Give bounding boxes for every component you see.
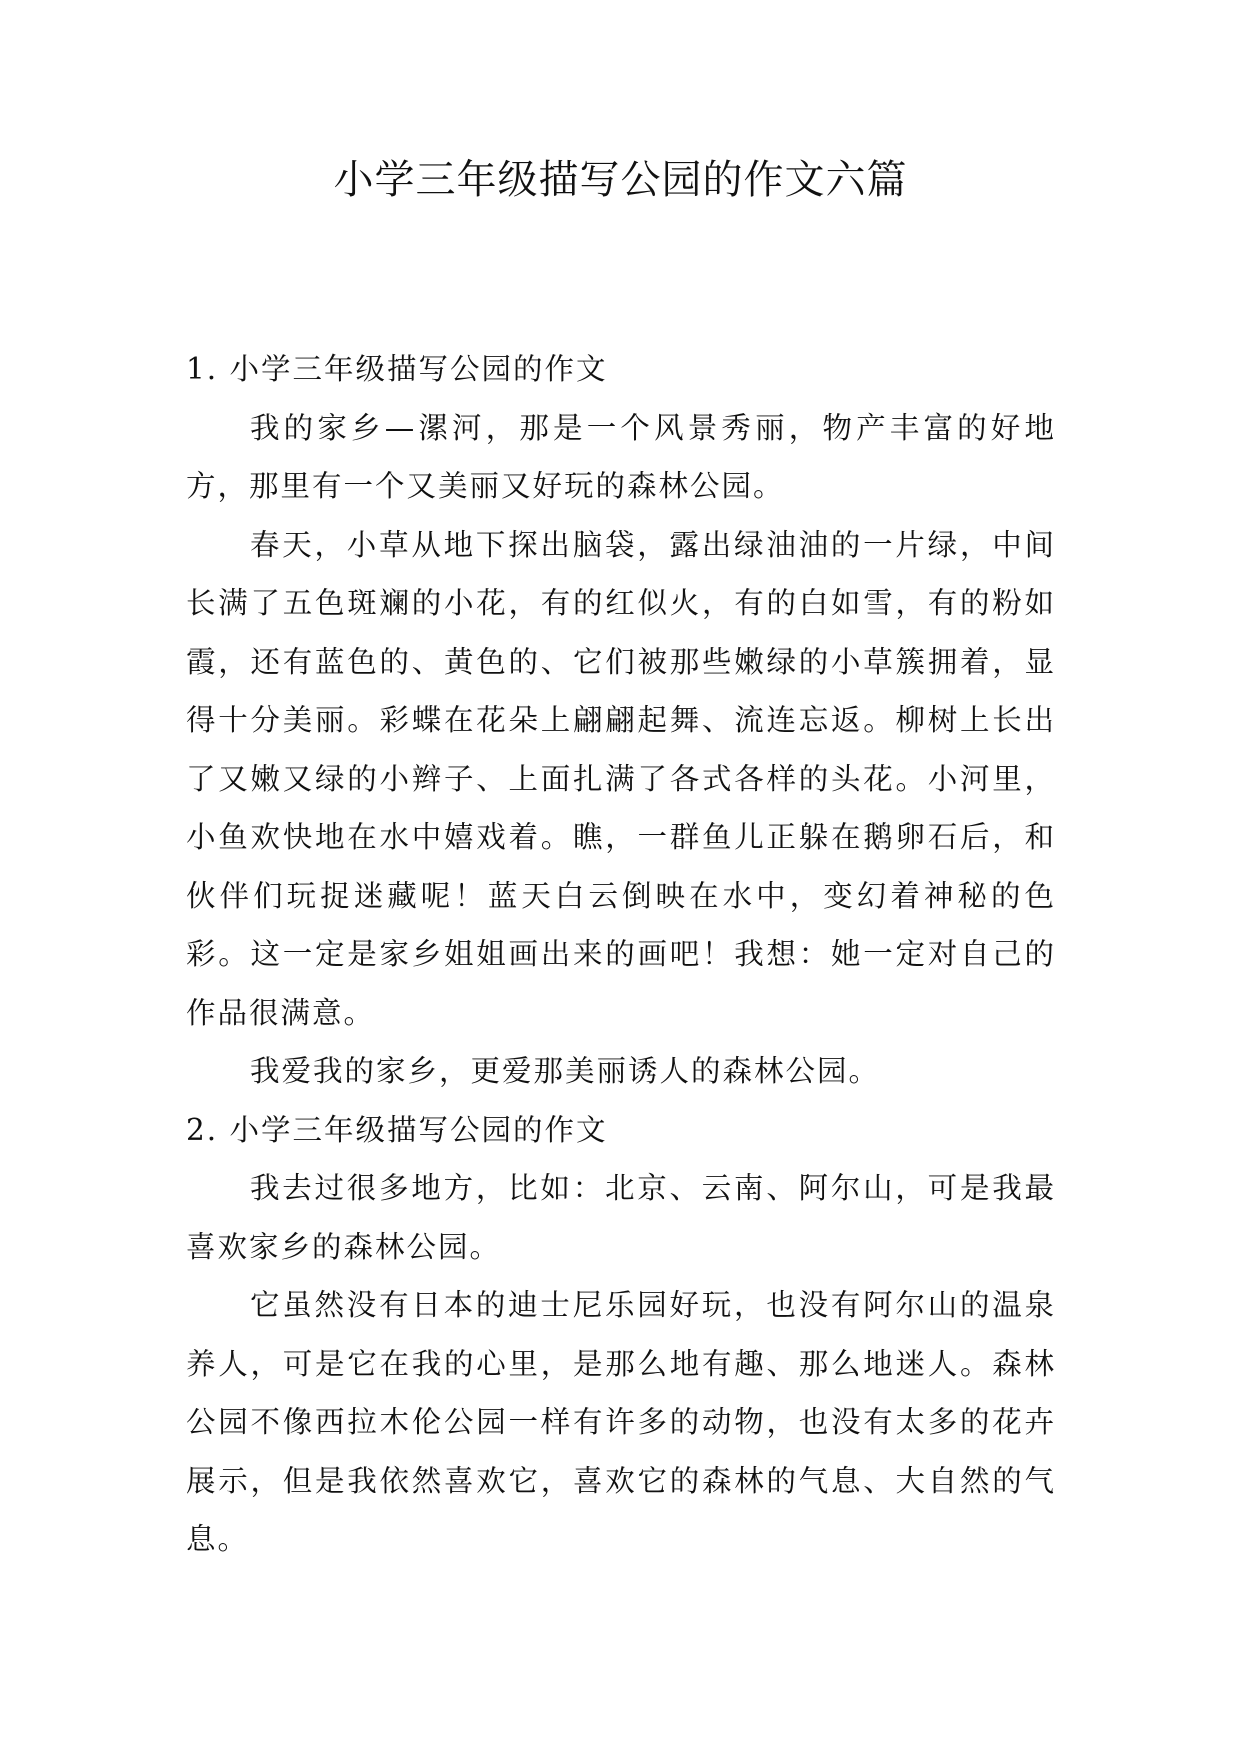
section-2-paragraph-2: 它虽然没有日本的迪士尼乐园好玩，也没有阿尔山的温泉养人，可是它在我的心里，是那么地有趣、那么地迷人。森林公园不像西拉木伦公园一样有许多的动物，也没有太多的花卉展示，但是我依然喜欢它，喜欢它的森林的气息、大自然的气息。: [186, 1288, 1056, 1556]
document-body: [186, 340, 1056, 1569]
section-2-heading: 2. 小学三年级描写公园的作文: [186, 1112, 608, 1147]
section-1-paragraph-2: 春天，小草从地下探出脑袋，露出绿油油的一片绿，中间长满了五色斑斓的小花，有的红似火，有的白如雪，有的粉如霞，还有蓝色的、黄色的、它们被那些嫩绿的小草簇拥着，显得十分美丽。彩蝶在花朵上翩翩起舞、流连忘返。柳树上长出了又嫩又绿的小辫子、上面扎满了各式各样的头花。小河里，小鱼欢快地在水中嬉戏着。瞧，一群鱼儿正躲在鹅卵石后，和伙伴们玩捉迷藏呢！蓝天白云倒映在水中，变幻着神秘的色彩。这一定是家乡姐姐画出来的画吧！我想：她一定对自己的作品很满意。: [186, 527, 1056, 1030]
page-title: 小学三年级描写公园的作文六篇: [333, 157, 908, 203]
section-1-paragraph-1: 我的家乡—漯河，那是一个风景秀丽，物产丰富的好地方，那里有一个又美丽又好玩的森林公园。: [186, 410, 1056, 503]
section-1-paragraph-3: 我爱我的家乡，更爱那美丽诱人的森林公园。: [250, 1054, 881, 1088]
section-2-paragraph-1: 我去过很多地方，比如：北京、云南、阿尔山，可是我最喜欢家乡的森林公园。: [186, 1171, 1056, 1264]
section-1-heading: 1. 小学三年级描写公园的作文: [186, 352, 608, 386]
